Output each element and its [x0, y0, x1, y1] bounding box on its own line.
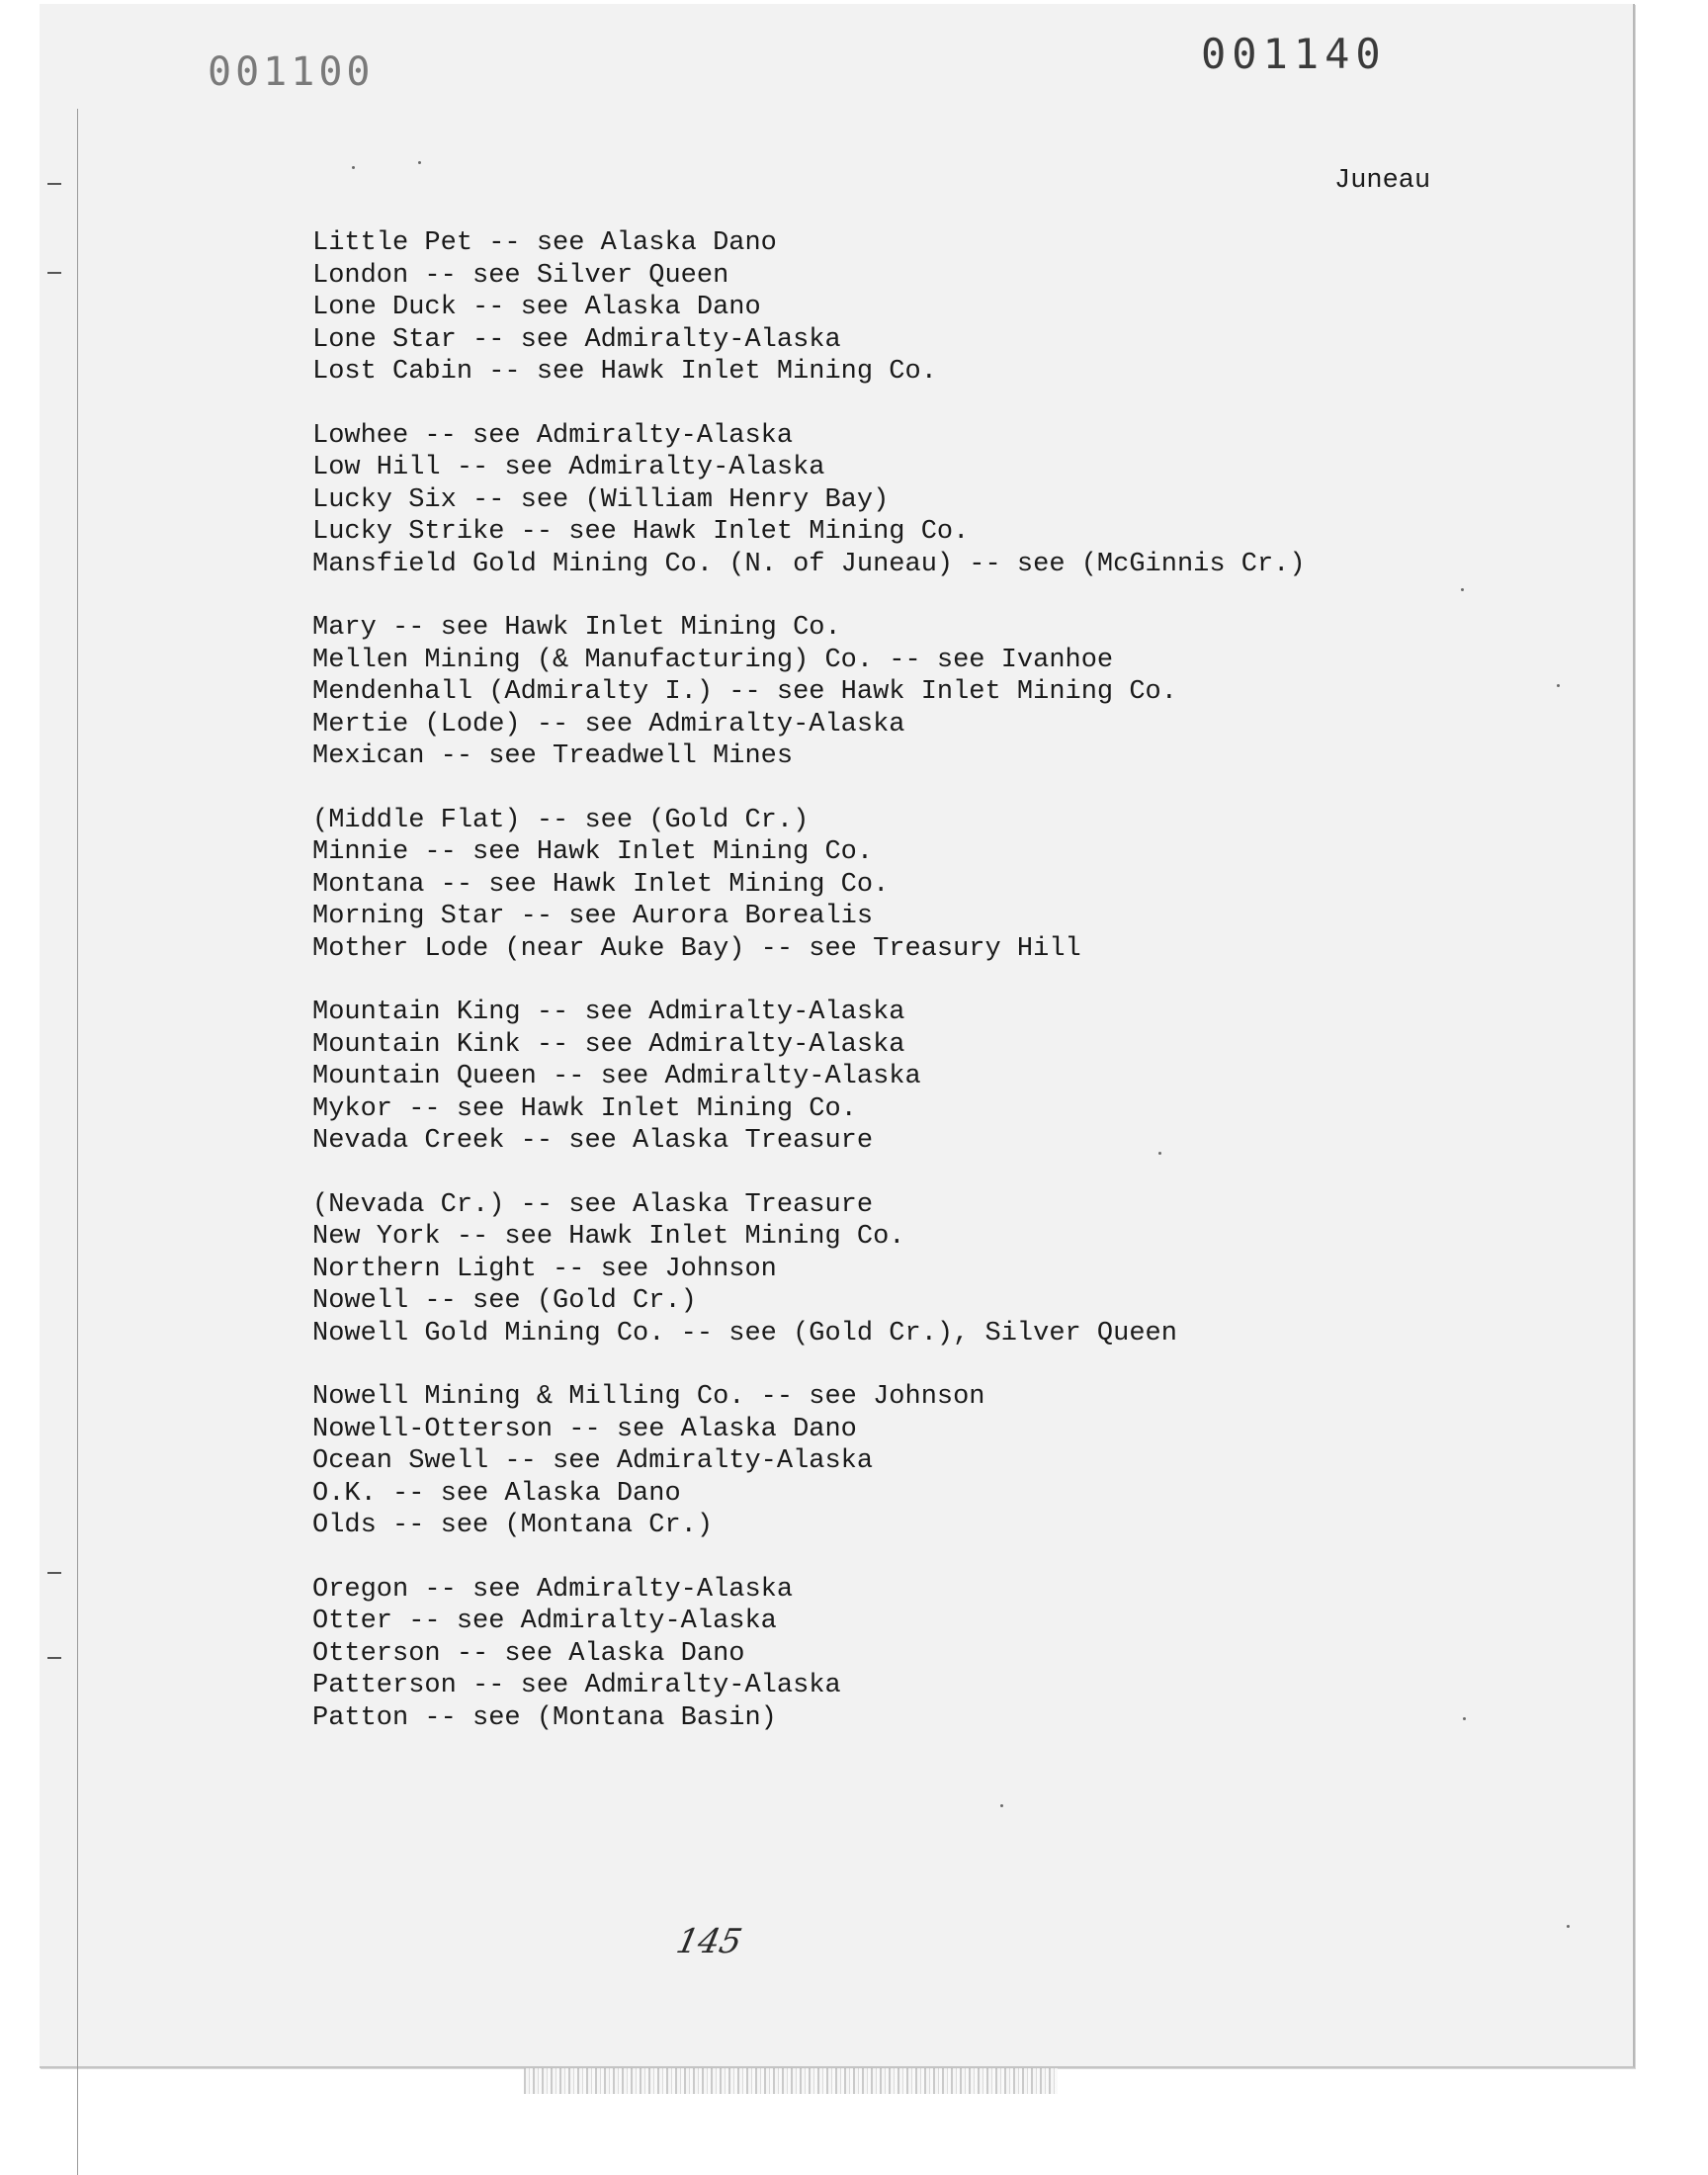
scan-speck: [352, 166, 355, 169]
scan-speck: [1000, 1804, 1003, 1807]
scan-speck: [1567, 1925, 1570, 1928]
cross-reference-entry: Mountain Queen -- see Admiralty-Alaska: [312, 1062, 921, 1091]
cross-reference-entry: Mansfield Gold Mining Co. (N. of Juneau) -- see (McGinnis Cr.): [312, 549, 1306, 579]
cross-reference-entry: Patton -- see (Montana Basin): [312, 1702, 777, 1733]
cross-reference-entry: Lucky Strike -- see Hawk Inlet Mining Co.: [312, 517, 970, 547]
edge-mark: [47, 272, 61, 274]
cross-reference-entry: Mykor -- see Hawk Inlet Mining Co.: [312, 1093, 857, 1124]
cross-reference-entry: Nowell Gold Mining Co. -- see (Gold Cr.), Silver Queen: [312, 1318, 1177, 1348]
edge-mark: [47, 1657, 61, 1659]
cross-reference-entry: Nowell -- see (Gold Cr.): [312, 1286, 697, 1316]
cross-reference-entry: Mountain King -- see Admiralty-Alaska: [312, 998, 905, 1027]
entry-group: [312, 997, 1498, 1158]
cross-reference-entry: Nowell-Otterson -- see Alaska Dano: [312, 1414, 857, 1444]
entry-group: [312, 1574, 1498, 1735]
cross-reference-entry: (Middle Flat) -- see (Gold Cr.): [312, 805, 810, 835]
cross-reference-entry: O.K. -- see Alaska Dano: [312, 1478, 681, 1509]
handwritten-page-number: 145: [672, 1922, 746, 1961]
page-edge-line: [77, 109, 78, 2175]
cross-reference-entry: Lucky Six -- see (William Henry Bay): [312, 484, 890, 515]
edge-mark: [47, 183, 61, 185]
cross-reference-entry: Olds -- see (Montana Cr.): [312, 1511, 714, 1540]
location-heading: Juneau: [1334, 166, 1431, 196]
cross-reference-entry: Nevada Creek -- see Alaska Treasure: [312, 1126, 874, 1156]
entry-group: [312, 612, 1498, 773]
cross-reference-entry: Patterson -- see Admiralty-Alaska: [312, 1671, 841, 1700]
cross-reference-entry: Lone Duck -- see Alaska Dano: [312, 293, 761, 322]
cross-reference-entry: Mellen Mining (& Manufacturing) Co. -- see Ivanhoe: [312, 645, 1114, 675]
cross-reference-entry: Lowhee -- see Admiralty-Alaska: [312, 420, 794, 451]
entry-group: [312, 1189, 1498, 1350]
cross-reference-list: [312, 227, 1498, 1766]
cross-reference-entry: Oregon -- see Admiralty-Alaska: [312, 1574, 794, 1605]
entry-group: [312, 420, 1498, 581]
cross-reference-entry: Mary -- see Hawk Inlet Mining Co.: [312, 613, 841, 643]
cross-reference-entry: Mother Lode (near Auke Bay) -- see Treasury Hill: [312, 933, 1081, 964]
cross-reference-entry: Mexican -- see Treadwell Mines: [312, 741, 794, 771]
cross-reference-entry: Nowell Mining & Milling Co. -- see Johnson: [312, 1382, 985, 1412]
cross-reference-entry: Montana -- see Hawk Inlet Mining Co.: [312, 869, 890, 900]
cross-reference-entry: Otterson -- see Alaska Dano: [312, 1638, 745, 1669]
stamp-number-left: 001100: [208, 49, 375, 95]
entry-group: [312, 227, 1498, 389]
cross-reference-entry: Mountain Kink -- see Admiralty-Alaska: [312, 1029, 905, 1060]
cross-reference-entry: London -- see Silver Queen: [312, 260, 729, 291]
scan-speck: [1461, 588, 1464, 591]
cross-reference-entry: Mendenhall (Admiralty I.) -- see Hawk Inlet Mining Co.: [312, 677, 1177, 707]
scan-speck: [1557, 684, 1560, 687]
edge-mark: [47, 1572, 61, 1574]
cross-reference-entry: Low Hill -- see Admiralty-Alaska: [312, 453, 825, 482]
stamp-number-right: 001140: [1201, 30, 1387, 78]
cross-reference-entry: Ocean Swell -- see Admiralty-Alaska: [312, 1446, 874, 1476]
entry-group: [312, 805, 1498, 966]
cross-reference-entry: Little Pet -- see Alaska Dano: [312, 228, 777, 258]
cross-reference-entry: New York -- see Hawk Inlet Mining Co.: [312, 1222, 905, 1252]
cross-reference-entry: (Nevada Cr.) -- see Alaska Treasure: [312, 1189, 874, 1220]
cross-reference-entry: Otter -- see Admiralty-Alaska: [312, 1607, 777, 1636]
cross-reference-entry: Northern Light -- see Johnson: [312, 1254, 777, 1284]
cross-reference-entry: Minnie -- see Hawk Inlet Mining Co.: [312, 837, 874, 867]
scan-speck: [1463, 1717, 1466, 1720]
entry-group: [312, 1381, 1498, 1542]
scan-speck: [418, 161, 421, 164]
cross-reference-entry: Lost Cabin -- see Hawk Inlet Mining Co.: [312, 357, 937, 387]
cross-reference-entry: Morning Star -- see Aurora Borealis: [312, 902, 874, 931]
scanner-edge-artifact: [524, 2068, 1058, 2094]
cross-reference-entry: Lone Star -- see Admiralty-Alaska: [312, 324, 841, 355]
scan-speck: [1158, 1152, 1161, 1155]
cross-reference-entry: Mertie (Lode) -- see Admiralty-Alaska: [312, 709, 905, 740]
